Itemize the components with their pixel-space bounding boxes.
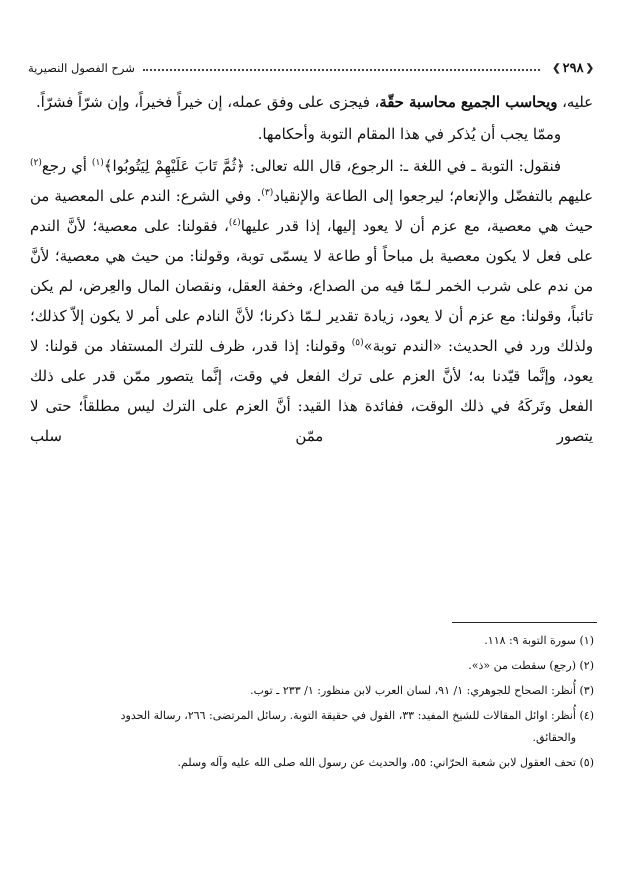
p3-text-e: ، فقولنا: على معصية؛ لأنَّ الندم على فعل لا يكون معصية بل مباحاً أو طاعة لا يسمّى توبة، وقولنا: من حيث هي معصية؛ لأنَّ من ندم على شرب الخمر لـمّا فيه من الصداع، وخفة العقل، ونقصان المال والعِرض، لم يكن تائباً، وقولنا: مع عزم أن لا يعود، زيادة تقدير لـمّا ذكرنا؛ لأنَّ النادم على أمر لا يكون إلاّ كذلك؛ ولذلك ورد في الحديث: «الندم توبة» xyxy=(30,218,593,355)
book-title: شرح الفصول النصيرية xyxy=(28,61,135,75)
footnotes xyxy=(26,630,594,777)
footnote-ref-3[interactable]: (٣) xyxy=(261,188,274,199)
footnote-ref-1[interactable]: (١) xyxy=(91,158,104,169)
ornament-right-icon: ❮ xyxy=(585,62,594,74)
quran-verse: ﴿ثُمَّ تَابَ عَلَيْهِمْ لِيَتُوبُوا﴾ xyxy=(103,158,245,175)
p3-text-d: . وفي الشرع: الندم على المعصية من حيث هي معصية، مع عزم أن لا يعود إليها، إذا قدر عليها xyxy=(30,188,593,235)
main-text xyxy=(30,88,593,452)
p3-text-f: وقولنا: إذا قدر، ظرف للترك المستفاد من قولنا: لا يعود، وإنَّما قيّدنا به؛ لأنَّ العزم على ترك الفعل في وقت، إنَّما يتصور ممّن قدر على ذلك الفعل وتَركَهُ في ذلك الوقت، ففائدة هذا القيد: أنَّ العزم على الترك ليس مطلقاً؛ حتى لا يتصور ممّن سلب xyxy=(30,338,593,445)
paragraph-2: وممّا يجب أن يُذكر في هذا المقام التوبة وأحكامها. xyxy=(257,126,561,143)
footnote-ref-5[interactable]: (٥) xyxy=(351,338,364,349)
p3-text-b: أي رجع xyxy=(41,158,92,175)
p3-text-a: فنقول: التوبة ـ في اللغة ـ: الرجوع، قال الله تعالى: xyxy=(244,158,561,175)
footnote-4: (٤) أُنظر: اوائل المقالات للشيخ المفيد: ٣٣، القول في حقيقة التوبة. رسائل المرتضى: ٢٦٦، رسالة الحدود xyxy=(120,709,594,722)
footnote-3: (٣) أُنظر: الصحاح للجوهري: ١/ ٩١، لسان العرب لابن منظور: ١/ ٢٣٣ ـ توب. xyxy=(250,684,594,697)
p1-text-a: عليه، xyxy=(557,94,593,111)
page-number: ٢٩٨ xyxy=(562,60,584,76)
paragraph-3 xyxy=(30,152,593,452)
paragraph-1 xyxy=(30,88,593,118)
footnote-ref-2[interactable]: (٢) xyxy=(30,158,42,169)
p3-text-c: عليهم بالتفضّل والإنعام؛ ليرجعوا إلى الطاعة والإنقياد xyxy=(273,188,593,205)
running-header xyxy=(28,56,594,80)
page-number-badge xyxy=(546,61,594,76)
footnote-1: (١) سورة التوبة ٩: ١١٨. xyxy=(484,634,594,647)
p1-text-c: ، فيجزى على وفق عمله، إن خيراً فخيراً، وإن شرّاً فشرّاً. xyxy=(35,94,380,111)
footnote-separator xyxy=(452,622,597,623)
footnote-4-continued: والحقائق. xyxy=(532,731,576,744)
footnote-2: (٢) (رجع) سقطت من «ذ». xyxy=(468,659,594,672)
footnote-ref-4[interactable]: (٤) xyxy=(228,218,241,229)
p1-emphasis: ويحاسب الجميع محاسبة حقّة xyxy=(379,94,558,111)
ornament-left-icon: ❯ xyxy=(552,62,561,74)
header-dot-leader xyxy=(143,69,540,71)
footnote-5: (٥) تحف العقول لابن شعبة الحرّاني: ٥٥، والحديث عن رسول الله صلى الله عليه وآله وسلم. xyxy=(177,756,594,769)
